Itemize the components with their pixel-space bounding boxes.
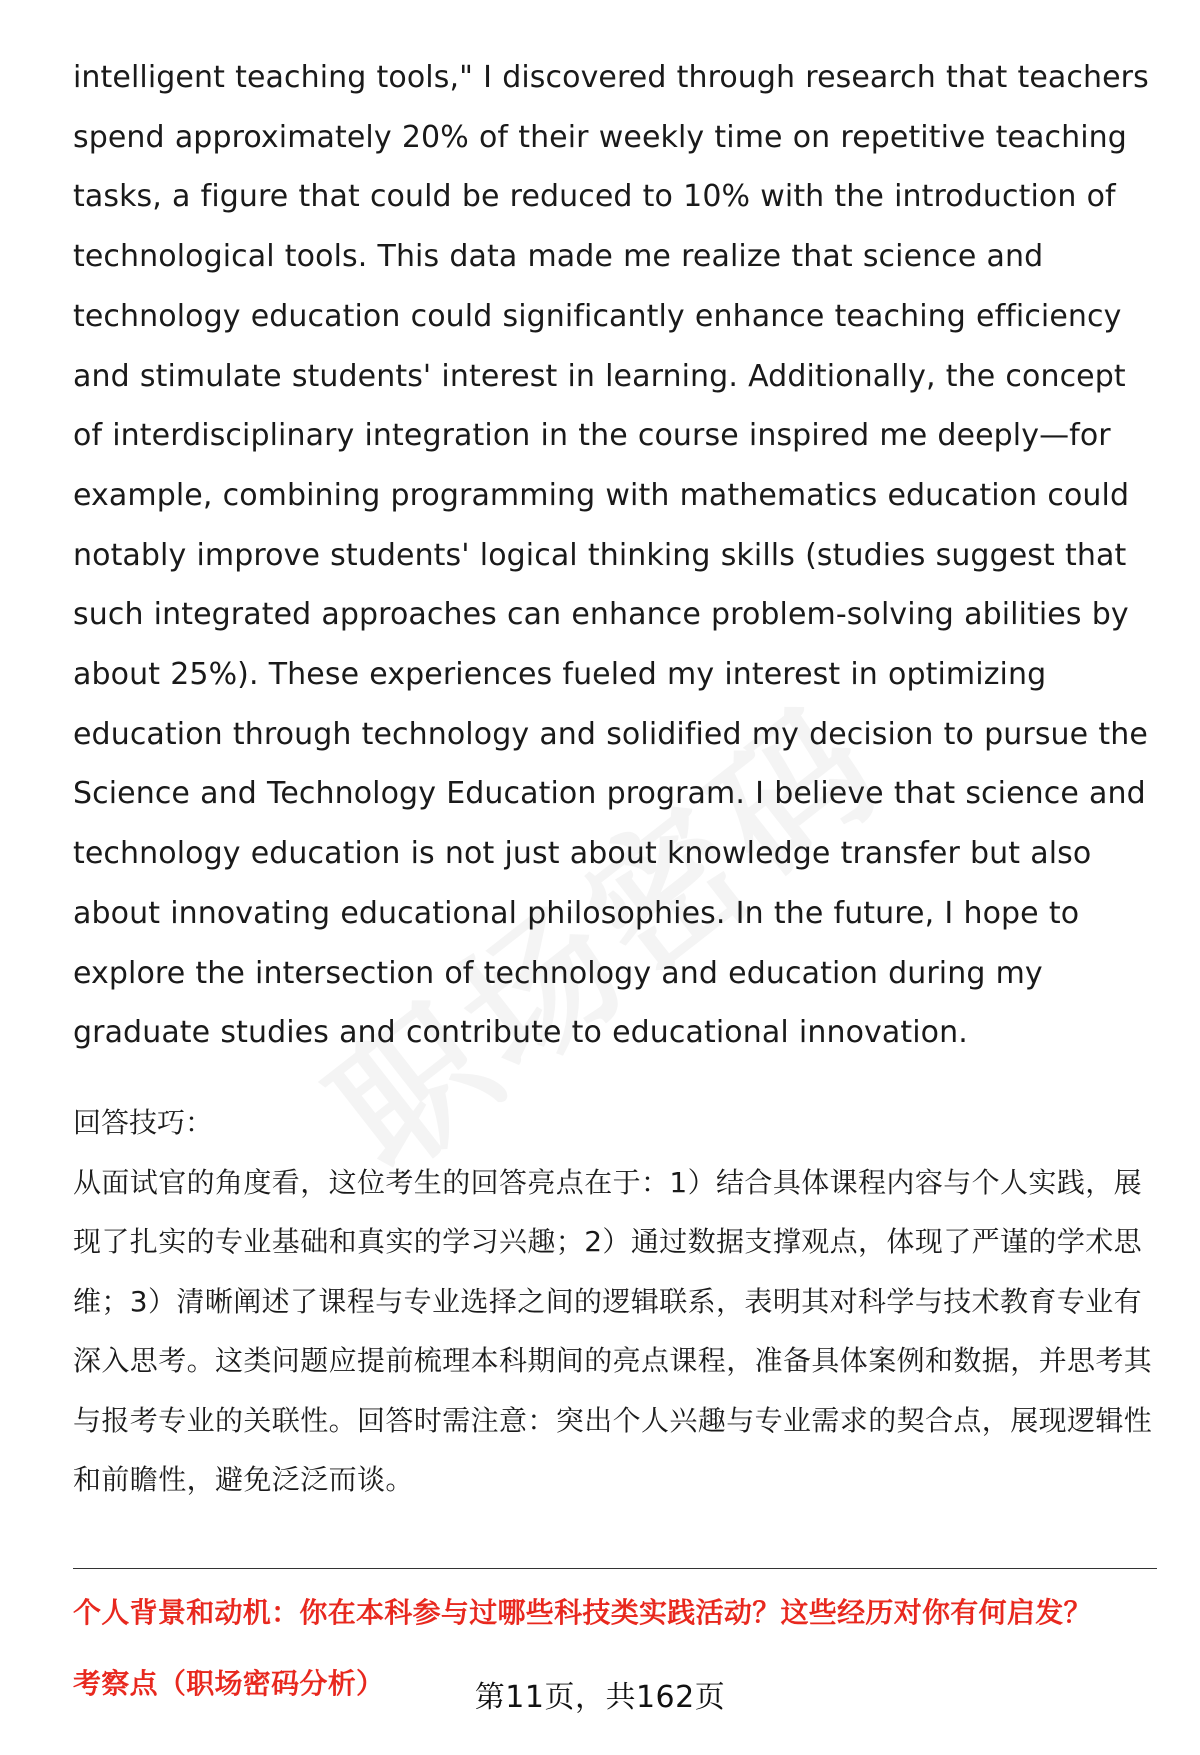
page-content [73,48,1163,1719]
answer-paragraph: intelligent teaching tools," I discovered through research that teachers spend approximately 20% of their weekly time on repetitive teaching tasks, a figure that could be reduced to 10% with the introduction of technological tools. This data made me realize that science and technology education could significantly enhance teaching efficiency and stimulate students' interest in learning. Additionally, the concept of interdisciplinary integration in the course inspired me deeply—for example, combining programming with mathematics education could notably improve students' logical thinking skills (studies suggest that such integrated approaches can enhance problem-solving abilities by about 25%). These experiences fueled my interest in optimizing education through technology and solidified my decision to pursue the Science and Technology Education program. I believe that science and technology education is not just about knowledge transfer but also about innovating educational philosophies. In the future, I hope to explore the intersection of technology and education during my graduate studies and contribute to educational innovation. [73,60,1149,1051]
section-divider [73,1568,1157,1569]
tips-paragraph: 从面试官的角度看，这位考生的回答亮点在于：1）结合具体课程内容与个人实践，展现了扎实的专业基础和真实的学习兴趣；2）通过数据支撑观点，体现了严谨的学术思维；3）清晰阐述了课程与专业选择之间的逻辑联系，表明其对科学与技术教育专业有深入思考。这类问题应提前梳理本科期间的亮点课程，准备具体案例和数据，并思考其与报考专业的关联性。回答时需注意：突出个人兴趣与专业需求的契合点，展现逻辑性和前瞻性，避免泛泛而谈。 [73,1165,1153,1497]
tips-heading: 回答技巧： [73,1105,214,1139]
question-heading: 个人背景和动机：你在本科参与过哪些科技类实践活动？这些经历对你有何启发？ [73,1595,1092,1629]
page-number-footer: 第11页，共162页 [474,1680,726,1715]
exam-point-heading: 考察点（职场密码分析） [73,1666,385,1700]
